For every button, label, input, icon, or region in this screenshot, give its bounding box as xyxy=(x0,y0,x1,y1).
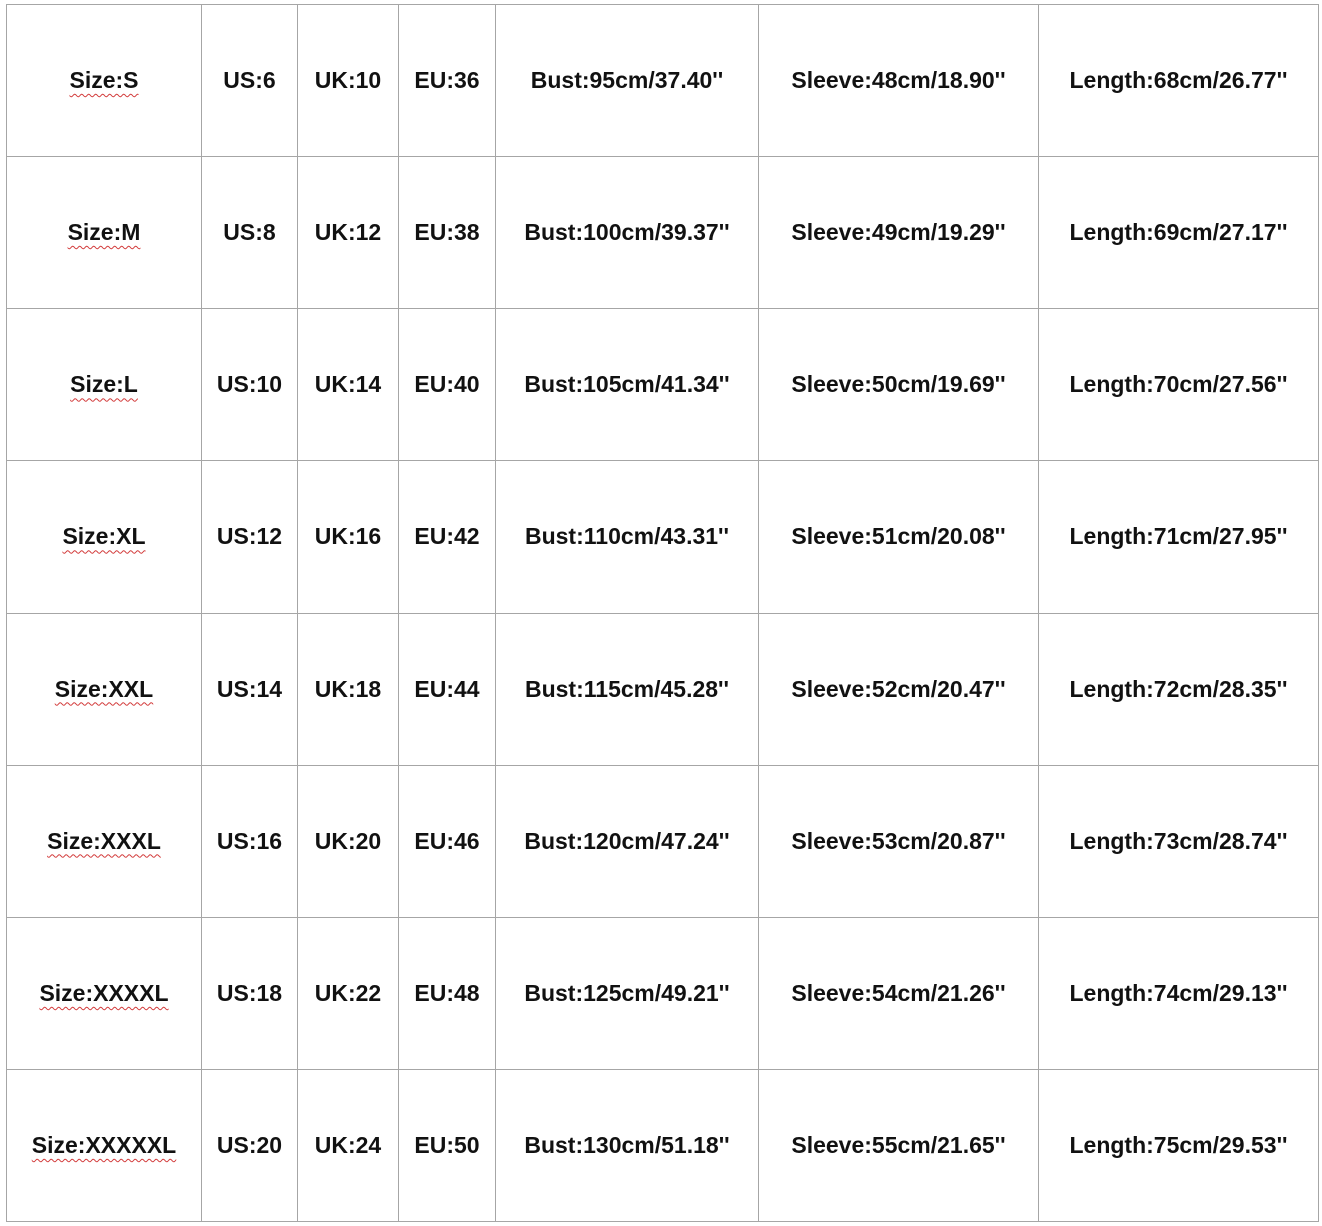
length-cell: Length:75cm/29.53'' xyxy=(1039,1069,1319,1221)
eu-size-cell: EU:44 xyxy=(399,613,496,765)
size-label: Size:XXXXXL xyxy=(31,1131,177,1158)
sleeve-cell: Sleeve:49cm/19.29'' xyxy=(759,157,1039,309)
size-chart-table xyxy=(6,4,1319,1222)
sleeve-cell: Sleeve:55cm/21.65'' xyxy=(759,1069,1039,1221)
size-label: Size:M xyxy=(67,219,141,246)
table-row xyxy=(7,309,1319,461)
eu-size-cell: EU:40 xyxy=(399,309,496,461)
sleeve-cell: Sleeve:50cm/19.69'' xyxy=(759,309,1039,461)
table-row xyxy=(7,1069,1319,1221)
eu-size-cell: EU:46 xyxy=(399,765,496,917)
uk-size-cell: UK:10 xyxy=(298,5,399,157)
eu-size-cell: EU:50 xyxy=(399,1069,496,1221)
bust-cell: Bust:105cm/41.34'' xyxy=(496,309,759,461)
eu-size-cell: EU:42 xyxy=(399,461,496,613)
size-cell xyxy=(7,1069,202,1221)
uk-size-cell: UK:16 xyxy=(298,461,399,613)
size-cell xyxy=(7,309,202,461)
table-row xyxy=(7,157,1319,309)
us-size-cell: US:10 xyxy=(202,309,298,461)
us-size-cell: US:14 xyxy=(202,613,298,765)
size-cell xyxy=(7,765,202,917)
length-cell: Length:70cm/27.56'' xyxy=(1039,309,1319,461)
size-cell xyxy=(7,461,202,613)
size-label: Size:XXL xyxy=(54,675,154,702)
length-cell: Length:73cm/28.74'' xyxy=(1039,765,1319,917)
uk-size-cell: UK:12 xyxy=(298,157,399,309)
length-cell: Length:74cm/29.13'' xyxy=(1039,917,1319,1069)
uk-size-cell: UK:20 xyxy=(298,765,399,917)
size-label: Size:L xyxy=(70,371,138,398)
uk-size-cell: UK:18 xyxy=(298,613,399,765)
bust-cell: Bust:95cm/37.40'' xyxy=(496,5,759,157)
us-size-cell: US:12 xyxy=(202,461,298,613)
eu-size-cell: EU:48 xyxy=(399,917,496,1069)
eu-size-cell: EU:38 xyxy=(399,157,496,309)
uk-size-cell: UK:14 xyxy=(298,309,399,461)
uk-size-cell: UK:22 xyxy=(298,917,399,1069)
length-cell: Length:71cm/27.95'' xyxy=(1039,461,1319,613)
size-label: Size:S xyxy=(69,67,139,94)
table-row xyxy=(7,5,1319,157)
bust-cell: Bust:110cm/43.31'' xyxy=(496,461,759,613)
length-cell: Length:72cm/28.35'' xyxy=(1039,613,1319,765)
sleeve-cell: Sleeve:48cm/18.90'' xyxy=(759,5,1039,157)
sleeve-cell: Sleeve:54cm/21.26'' xyxy=(759,917,1039,1069)
size-label: Size:XXXXL xyxy=(39,979,169,1006)
bust-cell: Bust:125cm/49.21'' xyxy=(496,917,759,1069)
bust-cell: Bust:100cm/39.37'' xyxy=(496,157,759,309)
us-size-cell: US:8 xyxy=(202,157,298,309)
size-cell xyxy=(7,5,202,157)
sleeve-cell: Sleeve:53cm/20.87'' xyxy=(759,765,1039,917)
table-row xyxy=(7,613,1319,765)
size-cell xyxy=(7,917,202,1069)
sleeve-cell: Sleeve:52cm/20.47'' xyxy=(759,613,1039,765)
table-row xyxy=(7,917,1319,1069)
size-label: Size:XL xyxy=(62,523,146,550)
us-size-cell: US:6 xyxy=(202,5,298,157)
size-label: Size:XXXL xyxy=(47,827,161,854)
table-row xyxy=(7,765,1319,917)
uk-size-cell: UK:24 xyxy=(298,1069,399,1221)
table-row xyxy=(7,461,1319,613)
us-size-cell: US:18 xyxy=(202,917,298,1069)
sleeve-cell: Sleeve:51cm/20.08'' xyxy=(759,461,1039,613)
bust-cell: Bust:115cm/45.28'' xyxy=(496,613,759,765)
bust-cell: Bust:120cm/47.24'' xyxy=(496,765,759,917)
us-size-cell: US:20 xyxy=(202,1069,298,1221)
eu-size-cell: EU:36 xyxy=(399,5,496,157)
size-cell xyxy=(7,613,202,765)
length-cell: Length:69cm/27.17'' xyxy=(1039,157,1319,309)
us-size-cell: US:16 xyxy=(202,765,298,917)
bust-cell: Bust:130cm/51.18'' xyxy=(496,1069,759,1221)
length-cell: Length:68cm/26.77'' xyxy=(1039,5,1319,157)
size-cell xyxy=(7,157,202,309)
